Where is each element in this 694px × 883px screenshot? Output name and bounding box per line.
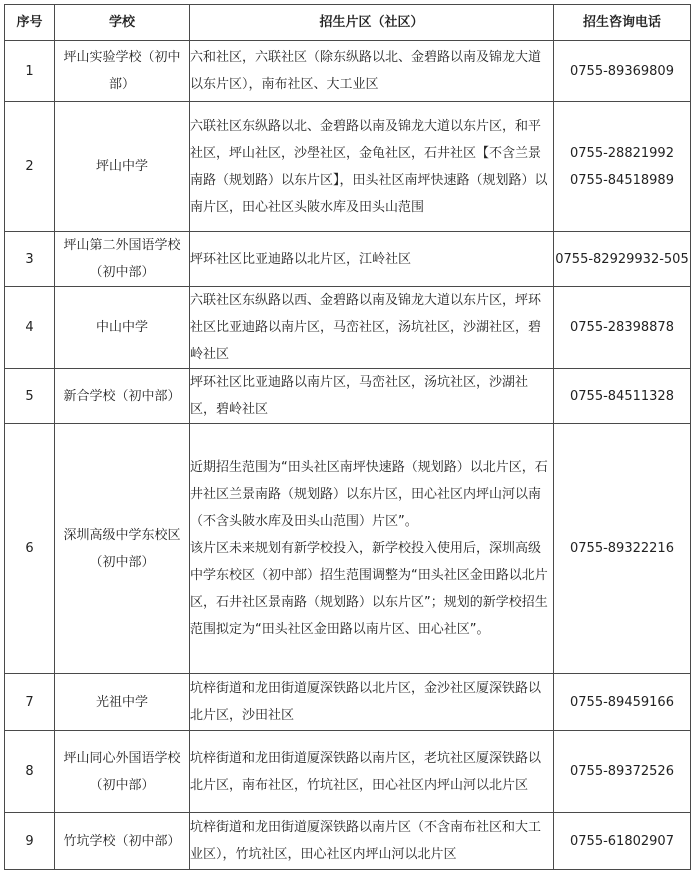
area-paragraph: 坪环社区比亚迪路以北片区，江岭社区 — [190, 251, 412, 267]
area-paragraph: 坑梓街道和龙田街道厦深铁路以北片区，金沙社区厦深铁路以北片区，沙田社区 — [190, 681, 542, 723]
row-number: 9 — [5, 813, 55, 870]
enrollment-area — [190, 232, 554, 287]
school-name: 深圳高级中学东校区（初中部） — [55, 424, 190, 674]
school-name: 新合学校（初中部） — [55, 369, 190, 424]
table-row — [5, 424, 691, 674]
header-area: 招生片区（社区） — [190, 5, 554, 41]
enrollment-area — [190, 41, 554, 102]
row-number: 4 — [5, 287, 55, 369]
header-school: 学校 — [55, 5, 190, 41]
consult-phone — [554, 102, 691, 232]
school-name: 中山中学 — [55, 287, 190, 369]
enrollment-area — [190, 424, 554, 674]
phone-number: 0755-84518989 — [570, 172, 674, 188]
school-name: 竹坑学校（初中部） — [55, 813, 190, 870]
table-row — [5, 102, 691, 232]
header-row — [5, 5, 691, 41]
phone-number: 0755-89459166 — [570, 694, 674, 710]
enrollment-area — [190, 674, 554, 731]
table-row — [5, 287, 691, 369]
area-paragraph: 该片区未来规划有新学校投入，新学校投入使用后，深圳高级中学东校区（初中部）招生范围调整为“田头社区金田路以北片区，石井社区景南路（规划路）以东片区”；规划的新学校招生范围拟定为“田头社区金田路以南片区、田心社区”。 — [190, 541, 548, 637]
enrollment-table — [4, 4, 691, 870]
row-number: 1 — [5, 41, 55, 102]
row-number: 5 — [5, 369, 55, 424]
school-name: 坪山中学 — [55, 102, 190, 232]
table-row — [5, 813, 691, 870]
table-row — [5, 674, 691, 731]
phone-number: 0755-89372526 — [570, 764, 674, 779]
consult-phone — [554, 424, 691, 674]
school-name: 坪山同心外国语学校（初中部） — [55, 731, 190, 813]
phone-number: 0755-28398878 — [570, 320, 674, 335]
consult-phone — [554, 731, 691, 813]
phone-number: 0755-89322216 — [570, 541, 674, 556]
consult-phone — [554, 369, 691, 424]
area-paragraph: 坑梓街道和龙田街道厦深铁路以南片区（不含南布社区和大工业区），竹坑社区，田心社区内坪山河以北片区 — [190, 820, 542, 862]
area-paragraph: 六和社区，六联社区（除东纵路以北、金碧路以南及锦龙大道以东片区），南布社区、大工业区 — [190, 50, 542, 92]
row-number: 6 — [5, 424, 55, 674]
row-number: 8 — [5, 731, 55, 813]
phone-number: 0755-89369809 — [570, 63, 674, 79]
header-phone: 招生咨询电话 — [554, 5, 691, 41]
row-number: 7 — [5, 674, 55, 731]
school-name: 光祖中学 — [55, 674, 190, 731]
enrollment-area — [190, 287, 554, 369]
row-number: 3 — [5, 232, 55, 287]
phone-number: 0755-82929932-505 — [555, 251, 689, 267]
enrollment-area — [190, 731, 554, 813]
header-no: 序号 — [5, 5, 55, 41]
phone-number: 0755-61802907 — [570, 833, 674, 849]
consult-phone — [554, 813, 691, 870]
area-paragraph: 坑梓街道和龙田街道厦深铁路以南片区，老坑社区厦深铁路以北片区，南布社区，竹坑社区，田心社区内坪山河以北片区 — [190, 750, 542, 793]
school-name: 坪山第二外国语学校（初中部） — [55, 232, 190, 287]
table-row — [5, 232, 691, 287]
area-paragraph: 六联社区东纵路以西、金碧路以南及锦龙大道以东片区，坪环社区比亚迪路以南片区，马峦社区，汤坑社区，沙湖社区，碧岭社区 — [190, 293, 542, 362]
row-number: 2 — [5, 102, 55, 232]
table-row — [5, 41, 691, 102]
consult-phone — [554, 674, 691, 731]
enrollment-area — [190, 813, 554, 870]
consult-phone — [554, 287, 691, 369]
consult-phone — [554, 41, 691, 102]
area-paragraph: 六联社区东纵路以北、金碧路以南及锦龙大道以东片区，和平社区，坪山社区，沙壆社区，金龟社区，石井社区【不含兰景南路（规划路）以东片区】，田头社区南坪快速路（规划路）以南片区，田心社区头陂水库及田头山范围 — [190, 118, 548, 215]
area-paragraph: 坪环社区比亚迪路以南片区，马峦社区，汤坑社区，沙湖社区，碧岭社区 — [190, 375, 529, 417]
school-name: 坪山实验学校（初中部） — [55, 41, 190, 102]
enrollment-area — [190, 102, 554, 232]
area-paragraph: 近期招生范围为“田头社区南坪快速路（规划路）以北片区，石井社区兰景南路（规划路）以东片区，田心社区内坪山河以南（不含头陂水库及田头山范围）片区”。 — [190, 460, 548, 529]
table-row — [5, 731, 691, 813]
phone-number: 0755-84511328 — [570, 388, 674, 404]
phone-number: 0755-28821992 — [570, 145, 674, 161]
consult-phone — [554, 232, 691, 287]
table-row — [5, 369, 691, 424]
enrollment-area — [190, 369, 554, 424]
